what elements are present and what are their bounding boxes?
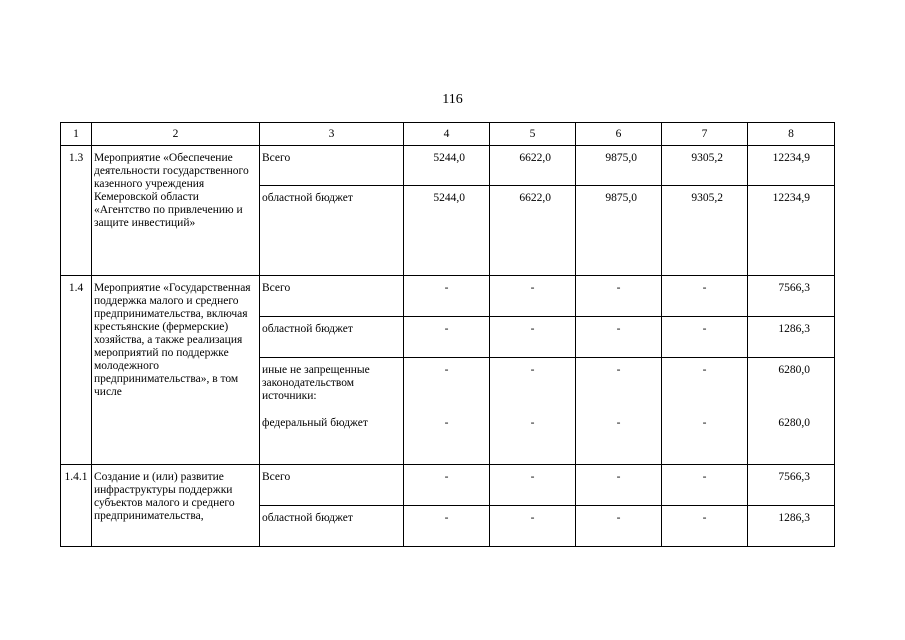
value-cell: 5244,0 <box>404 146 490 186</box>
value-text: - <box>444 364 449 376</box>
row-description: Мероприятие «Государственная поддержка малого и среднего предпринимательства, включая крестьянские (фермерские) хозяйства, а также реализация мероприятий по поддержке молодежного предпринимательства», в том числе <box>92 276 260 465</box>
budget-table <box>60 122 835 547</box>
column-header: 5 <box>490 123 576 146</box>
value-text: 6280,0 <box>778 417 810 429</box>
row-code: 1.4 <box>61 276 92 465</box>
page-number: 116 <box>442 92 463 107</box>
value-cell: - <box>404 276 490 317</box>
value-text: 6280,0 <box>778 364 810 376</box>
value-cell: 9875,0 <box>576 186 662 276</box>
value-cell: - <box>404 465 490 506</box>
value-text: - <box>616 417 621 429</box>
value-cell: - <box>576 465 662 506</box>
funding-source: областной бюджет <box>260 317 404 358</box>
value-cell: - <box>662 465 748 506</box>
value-text: - <box>530 364 535 376</box>
value-cell: 7566,3 <box>748 465 835 506</box>
value-text: - <box>530 417 535 429</box>
value-cell: - <box>576 506 662 547</box>
value-cell: 5244,0 <box>404 186 490 276</box>
column-header: 2 <box>92 123 260 146</box>
funding-source-label: федеральный бюджет <box>262 417 368 429</box>
value-cell: 12234,9 <box>748 146 835 186</box>
value-cell: - <box>576 317 662 358</box>
value-text: - <box>702 364 707 376</box>
table-row <box>61 465 835 506</box>
value-cell: - <box>490 506 576 547</box>
value-text: - <box>444 417 449 429</box>
value-cell <box>404 358 490 465</box>
value-cell <box>490 358 576 465</box>
row-description: Создание и (или) развитие инфраструктуры поддержки субъектов малого и среднего предпринимательства, <box>92 465 260 547</box>
value-cell: 9305,2 <box>662 186 748 276</box>
funding-source: областной бюджет <box>260 186 404 276</box>
value-text: - <box>702 417 707 429</box>
funding-source: Всего <box>260 276 404 317</box>
value-cell: 9305,2 <box>662 146 748 186</box>
value-cell: - <box>490 276 576 317</box>
value-cell: - <box>662 317 748 358</box>
column-header: 8 <box>748 123 835 146</box>
value-cell: - <box>662 276 748 317</box>
funding-source-label: иные не запрещенные законодательством источники: <box>262 364 370 402</box>
funding-source: областной бюджет <box>260 506 404 547</box>
value-cell <box>662 358 748 465</box>
value-cell: - <box>662 506 748 547</box>
value-cell: - <box>490 317 576 358</box>
value-cell <box>576 358 662 465</box>
value-cell: 9875,0 <box>576 146 662 186</box>
row-code: 1.3 <box>61 146 92 276</box>
value-cell: 12234,9 <box>748 186 835 276</box>
value-text: - <box>616 364 621 376</box>
value-cell: - <box>404 506 490 547</box>
value-cell <box>748 358 835 465</box>
column-header: 3 <box>260 123 404 146</box>
value-cell: - <box>404 317 490 358</box>
value-cell: - <box>490 465 576 506</box>
value-cell: 6622,0 <box>490 186 576 276</box>
funding-source <box>260 358 404 465</box>
value-cell: 1286,3 <box>748 317 835 358</box>
column-header: 6 <box>576 123 662 146</box>
value-cell: 7566,3 <box>748 276 835 317</box>
header-row <box>61 123 835 146</box>
value-cell: 1286,3 <box>748 506 835 547</box>
row-code: 1.4.1 <box>61 465 92 547</box>
table-row <box>61 146 835 186</box>
column-header: 1 <box>61 123 92 146</box>
table-row <box>61 276 835 317</box>
column-header: 4 <box>404 123 490 146</box>
value-cell: 6622,0 <box>490 146 576 186</box>
row-description: Мероприятие «Обеспечение деятельности государственного казенного учреждения Кемеровской области «Агентство по привлечению и защите инвестиций» <box>92 146 260 276</box>
column-header: 7 <box>662 123 748 146</box>
value-cell: - <box>576 276 662 317</box>
funding-source: Всего <box>260 465 404 506</box>
funding-source: Всего <box>260 146 404 186</box>
